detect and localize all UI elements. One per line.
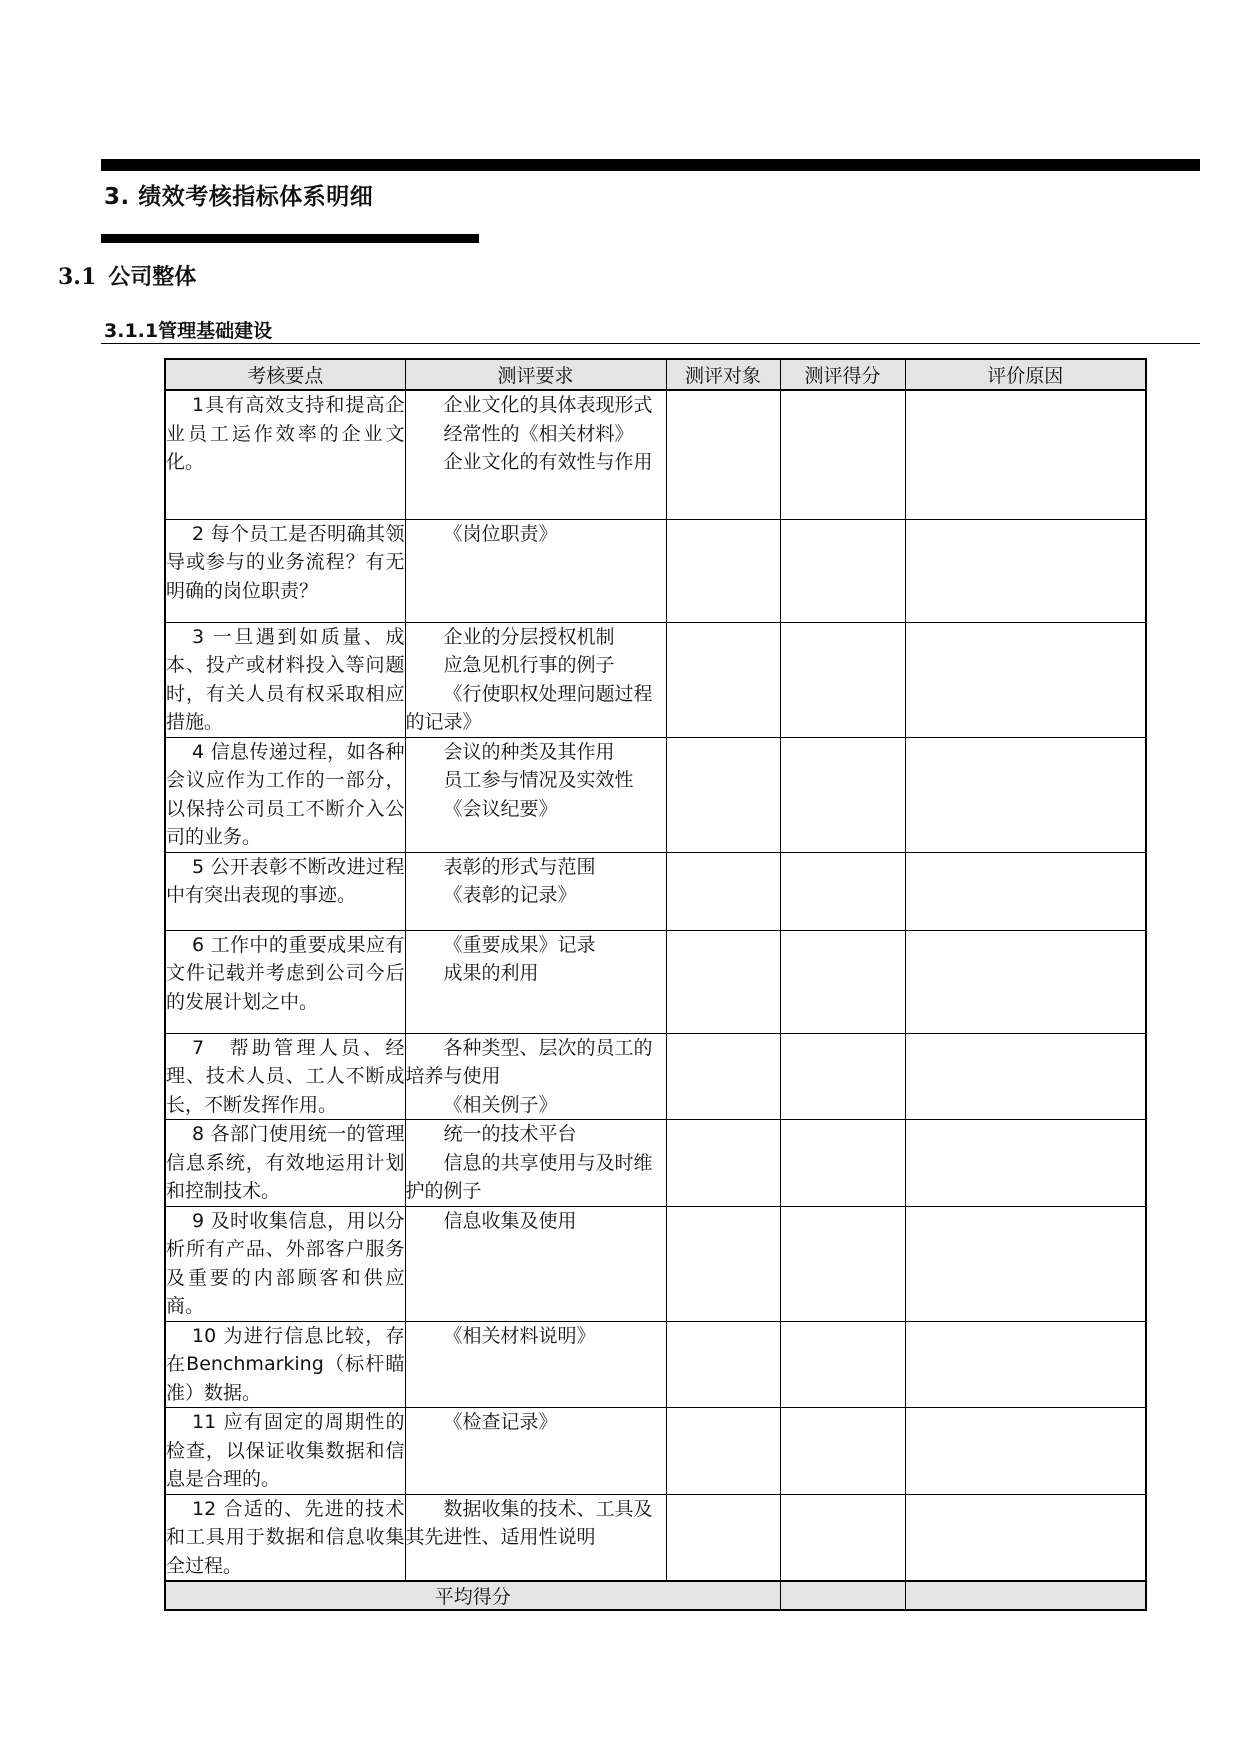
reason-cell[interactable]: [905, 390, 1146, 519]
score-cell[interactable]: [780, 622, 905, 737]
row-requirements: [405, 390, 666, 519]
row-requirements: [405, 1206, 666, 1321]
score-cell[interactable]: [780, 390, 905, 519]
row-point-text: 1具有高效支持和提高企业员工运作效率的企业文化。: [166, 394, 405, 473]
header-requirement: 测评要求: [405, 359, 666, 390]
target-cell[interactable]: [666, 1120, 780, 1207]
score-cell[interactable]: [780, 737, 905, 852]
score-cell[interactable]: [780, 1321, 905, 1408]
target-cell[interactable]: [666, 1033, 780, 1120]
row-point-text: 10 为进行信息比较，存在Benchmarking（标杆瞄准）数据。: [166, 1324, 405, 1404]
row-point-text: 5 公开表彰不断改进过程中有突出表现的事迹。: [166, 855, 405, 906]
row-point-text: 11 应有固定的周期性的检查，以保证收集数据和信息是合理的。: [166, 1411, 405, 1490]
requirement-item: 企业的分层授权机制: [443, 625, 615, 648]
score-cell[interactable]: [780, 1033, 905, 1120]
row-point-text: 6 工作中的重要成果应有文件记载并考虑到公司今后的发展计划之中。: [166, 933, 405, 1013]
table-row: [165, 1408, 1146, 1495]
row-point: [165, 852, 405, 930]
subsubsection-heading: 3.1.1管理基础建设: [104, 320, 273, 342]
row-point: [165, 1120, 405, 1207]
score-cell[interactable]: [780, 930, 905, 1033]
target-cell[interactable]: [666, 852, 780, 930]
table-row: [165, 930, 1146, 1033]
header-reason: 评价原因: [905, 359, 1146, 390]
row-point: [165, 1494, 405, 1581]
row-point-text: 12 合适的、先进的技术和工具用于数据和信息收集全过程。: [166, 1497, 405, 1577]
row-requirements: [405, 737, 666, 852]
requirement-item: 《相关材料说明》: [443, 1324, 596, 1347]
row-point-text: 3 一旦遇到如质量、成本、投产或材料投入等问题时，有关人员有权采取相应措施。: [166, 625, 405, 733]
average-row: [165, 1581, 1146, 1610]
section-top-rule: [101, 159, 1200, 171]
requirement-item: 会议的种类及其作用: [443, 740, 615, 763]
target-cell[interactable]: [666, 1321, 780, 1408]
reason-cell[interactable]: [905, 519, 1146, 622]
score-cell[interactable]: [780, 1408, 905, 1495]
average-reason-cell: [905, 1581, 1146, 1610]
reason-cell[interactable]: [905, 930, 1146, 1033]
subsubsection-rule: [101, 343, 1200, 344]
evaluation-table: [164, 358, 1147, 1611]
row-point-text: 8 各部门使用统一的管理信息系统，有效地运用计划和控制技术。: [166, 1123, 405, 1202]
score-cell[interactable]: [780, 852, 905, 930]
row-point: [165, 737, 405, 852]
row-requirements: [405, 1321, 666, 1408]
reason-cell[interactable]: [905, 737, 1146, 852]
row-requirements: [405, 930, 666, 1033]
section-heading: 3. 绩效考核指标体系明细: [104, 184, 374, 210]
table-row: [165, 737, 1146, 852]
header-score: 测评得分: [780, 359, 905, 390]
requirement-item: 《相关例子》: [443, 1093, 558, 1116]
requirement-item: 经常性的《相关材料》: [443, 422, 634, 445]
row-requirements: [405, 1120, 666, 1207]
requirement-item: 《重要成果》记录: [443, 933, 596, 956]
table-row: [165, 519, 1146, 622]
score-cell[interactable]: [780, 1206, 905, 1321]
row-requirements: [405, 1408, 666, 1495]
reason-cell[interactable]: [905, 1120, 1146, 1207]
requirement-item: 企业文化的有效性与作用: [443, 451, 653, 473]
row-point-text: 4 信息传递过程，如各种会议应作为工作的一部分，以保持公司员工不断介入公司的业务。: [166, 740, 405, 848]
requirement-item: 《会议纪要》: [443, 797, 558, 820]
table-row: [165, 1206, 1146, 1321]
subsection-number: 3.1: [58, 264, 97, 290]
target-cell[interactable]: [666, 1206, 780, 1321]
subsection-rule: [101, 234, 479, 243]
target-cell[interactable]: [666, 390, 780, 519]
reason-cell[interactable]: [905, 622, 1146, 737]
row-point-text: 7 帮助管理人员、经理、技术人员、工人不断成长，不断发挥作用。: [166, 1036, 405, 1116]
score-cell[interactable]: [780, 1120, 905, 1207]
requirement-item: 企业文化的具体表现形式: [443, 394, 653, 416]
target-cell[interactable]: [666, 1494, 780, 1581]
score-cell[interactable]: [780, 519, 905, 622]
row-point: [165, 930, 405, 1033]
row-point: [165, 622, 405, 737]
subsection-heading: [58, 260, 196, 291]
table-row: [165, 1033, 1146, 1120]
row-point: [165, 1206, 405, 1321]
reason-cell[interactable]: [905, 852, 1146, 930]
row-point: [165, 1033, 405, 1120]
requirement-item: 信息的共享使用与及时维护的例子: [405, 1151, 653, 1202]
requirement-item: 统一的技术平台: [443, 1123, 577, 1145]
requirement-item: 《检查记录》: [443, 1411, 558, 1433]
requirement-item: 成果的利用: [443, 962, 539, 984]
row-point-text: 2 每个员工是否明确其领导或参与的业务流程？有无明确的岗位职责？: [166, 522, 405, 602]
requirement-item: 《岗位职责》: [443, 522, 558, 545]
table-body: [165, 390, 1146, 1581]
requirement-item: 数据收集的技术、工具及其先进性、适用性说明: [405, 1497, 653, 1548]
subsection-title: 公司整体: [108, 265, 197, 290]
requirement-item: 《表彰的记录》: [443, 884, 577, 906]
row-requirements: [405, 1033, 666, 1120]
reason-cell[interactable]: [905, 1321, 1146, 1408]
score-cell[interactable]: [780, 1494, 905, 1581]
average-score-cell[interactable]: [780, 1581, 905, 1610]
header-point: 考核要点: [165, 359, 405, 390]
target-cell[interactable]: [666, 930, 780, 1033]
table-row: [165, 1321, 1146, 1408]
table-row: [165, 1120, 1146, 1207]
target-cell[interactable]: [666, 519, 780, 622]
requirement-item: 《行使职权处理问题过程的记录》: [405, 682, 653, 733]
row-requirements: [405, 1494, 666, 1581]
target-cell[interactable]: [666, 1408, 780, 1495]
target-cell[interactable]: [666, 622, 780, 737]
row-point: [165, 390, 405, 519]
table-row: [165, 622, 1146, 737]
requirement-item: 应急见机行事的例子: [443, 654, 615, 676]
table-header-row: [165, 359, 1146, 390]
reason-cell[interactable]: [905, 1494, 1146, 1581]
requirement-item: 信息收集及使用: [443, 1209, 577, 1232]
row-point: [165, 519, 405, 622]
reason-cell[interactable]: [905, 1206, 1146, 1321]
reason-cell[interactable]: [905, 1033, 1146, 1120]
row-requirements: [405, 519, 666, 622]
requirement-item: 表彰的形式与范围: [443, 855, 596, 878]
row-point-text: 9 及时收集信息，用以分析所有产品、外部客户服务及重要的内部顾客和供应商。: [166, 1209, 405, 1317]
table-row: [165, 1494, 1146, 1581]
average-label: 平均得分: [165, 1581, 780, 1610]
header-target: 测评对象: [666, 359, 780, 390]
requirement-item: 各种类型、层次的员工的培养与使用: [405, 1036, 653, 1087]
requirement-item: 员工参与情况及实效性: [443, 769, 634, 791]
row-requirements: [405, 852, 666, 930]
target-cell[interactable]: [666, 737, 780, 852]
reason-cell[interactable]: [905, 1408, 1146, 1495]
row-point: [165, 1321, 405, 1408]
row-point: [165, 1408, 405, 1495]
table-row: [165, 852, 1146, 930]
row-requirements: [405, 622, 666, 737]
table-row: [165, 390, 1146, 519]
